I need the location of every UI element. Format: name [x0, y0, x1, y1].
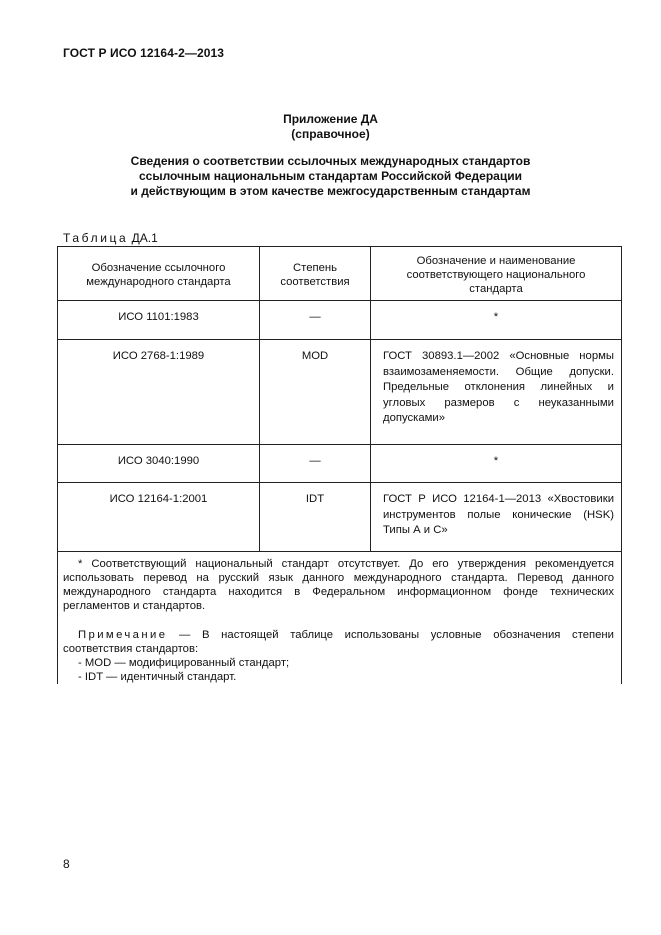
cell-national: *	[371, 301, 622, 340]
table-caption-label: Таблица	[63, 231, 129, 245]
correspondence-table	[57, 246, 622, 684]
heading-line: ссылочным национальным стандартам Российской Федерации	[139, 169, 522, 183]
heading-line: и действующим в этом качестве межгосударственным стандартам	[130, 184, 531, 198]
cell-degree: MOD	[260, 340, 371, 445]
note-item: - MOD — модифицированный стандарт;	[78, 657, 290, 669]
cell-intl: ИСО 2768-1:1989	[58, 340, 260, 445]
cell-degree: IDT	[260, 483, 371, 552]
cell-degree: —	[260, 445, 371, 483]
document-code: ГОСТ Р ИСО 12164-2—2013	[63, 46, 225, 60]
header-intl-standard: Обозначение ссылочного международного стандарта	[58, 247, 260, 301]
table-edge-mark	[57, 637, 58, 641]
cell-degree: —	[260, 301, 371, 340]
table-row	[58, 340, 622, 445]
cell-national: ГОСТ 30893.1—2002 «Основные нормы взаимозаменяемости. Общие допуски. Предельные отклонения линейных и угловых размеров с неуказанными допусками»	[371, 340, 622, 445]
appendix-subtitle: (справочное)	[291, 127, 370, 141]
table-row	[58, 483, 622, 552]
footnote: * Соответствующий национальный стандарт отсутствует. До его утверждения рекомендуется использовать перевод на русский язык данного международного стандарта. Перевод данного международного стандарта находится в Федеральном информационном фонде технических регламентов и стандартов.	[63, 558, 614, 612]
appendix-title: Приложение ДА	[283, 112, 378, 126]
note-label: Примечание	[78, 629, 168, 641]
cell-national: *	[371, 445, 622, 483]
appendix-heading	[0, 154, 661, 199]
table-notes-row	[58, 552, 622, 685]
cell-intl: ИСО 12164-1:2001	[58, 483, 260, 552]
page-number: 8	[63, 857, 70, 871]
header-national-standard: Обозначение и наименование соответствующего национального стандарта	[371, 247, 622, 301]
table-row	[58, 301, 622, 340]
note-text: — В настоящей таблице использованы условные обозначения степени соответствия стандартов:	[63, 629, 614, 655]
cell-intl: ИСО 1101:1983	[58, 301, 260, 340]
cell-national: ГОСТ Р ИСО 12164-1—2013 «Хвостовики инструментов полые конические (HSK) Типы А и С»	[371, 483, 622, 552]
cell-intl: ИСО 3040:1990	[58, 445, 260, 483]
table-row	[58, 445, 622, 483]
table-caption	[63, 231, 158, 245]
heading-line: Сведения о соответствии ссылочных международных стандартов	[130, 154, 531, 168]
note	[63, 628, 614, 656]
table-header-row	[58, 247, 622, 301]
table-notes	[58, 552, 622, 685]
table-caption-id: ДА.1	[131, 231, 158, 245]
note-item: - IDT — идентичный стандарт.	[78, 671, 237, 683]
table-edge-mark	[621, 637, 622, 641]
header-degree: Степень соответствия	[260, 247, 371, 301]
